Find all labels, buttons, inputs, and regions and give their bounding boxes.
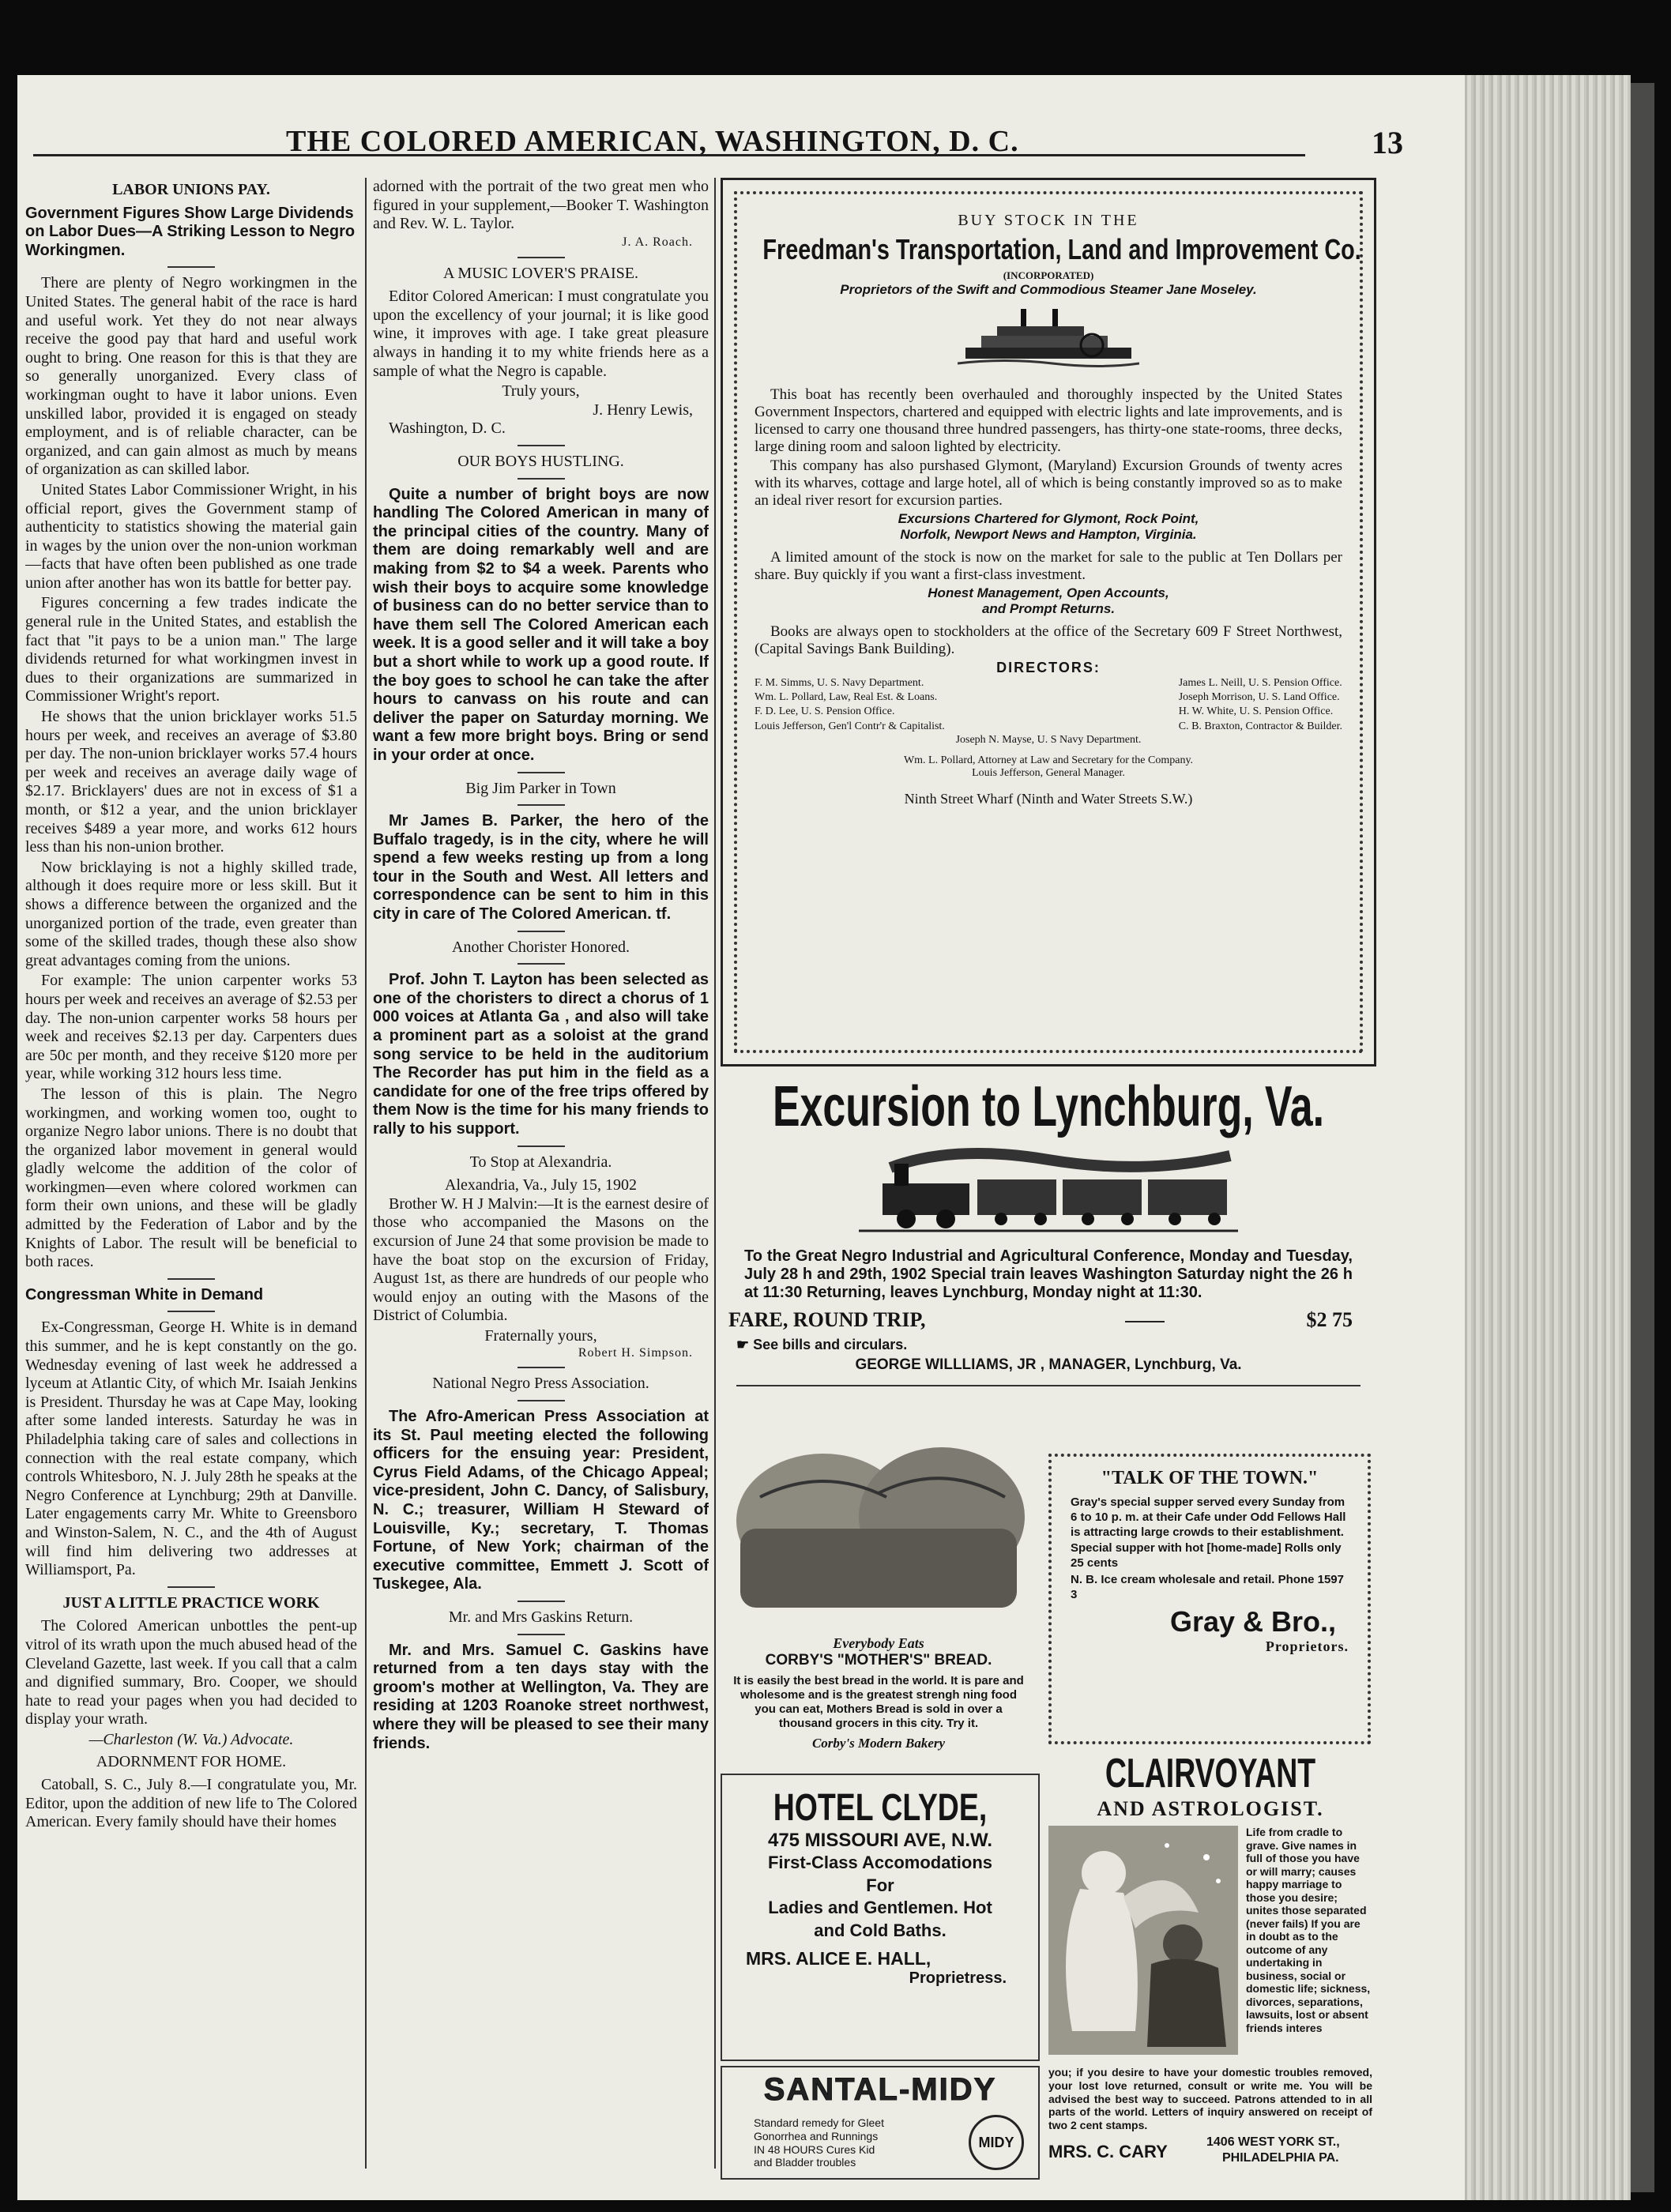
- column-2: [373, 178, 709, 2169]
- white-headline: Congressman White in Demand: [25, 1285, 264, 1304]
- ad-paragraph: Books are always open to stockholders at the office of the Secretary 609 F Street Northwest, (Capital Savings Bank Building).: [755, 623, 1342, 657]
- practice-paragraph: The Colored American unbottles the pent-up vitrol of its wrath upon the much abused head of the Cleveland Gazette, last week. If you call that a calm and dignified summary, Bro. Cooper, we should hate to read your pages when you had decided to display your wrath.: [25, 1617, 357, 1729]
- lynchburg-body: To the Great Negro Industrial and Agricultural Conference, Monday and Tuesday, July 28 h and 29th, 1902 Special train leaves Washington Saturday night the 26 h at 11:30 Returning, leaves Lynchburg, Monday night at 11:30.: [744, 1247, 1353, 1301]
- directors-head: DIRECTORS:: [996, 660, 1101, 675]
- gaskins-headline: Mr. and Mrs Gaskins Return.: [448, 1608, 634, 1626]
- divider: [167, 1586, 215, 1588]
- honest-line: and Prompt Returns.: [981, 601, 1116, 616]
- column-rule: [365, 178, 367, 2169]
- honest-line: Honest Management, Open Accounts,: [928, 585, 1169, 600]
- labor-paragraph: There are plenty of Negro workingmen in the United States. The general habit of the race is hard and useful work. Yet they do not near always receive the good pay that hard and useful work ought to bring. One reason for this is that they are so generally unorganized. Every class of workingman ought to have it labor unions. Even unskilled labor, provided it is engaged on steady employment, and is of reliable character, can be organized, and can gain almost as much by means of organization as can skilled labor.: [25, 274, 357, 479]
- hotel-ad: [721, 1774, 1040, 2061]
- ad-tagline: Proprietors of the Swift and Commodious Steamer Jane Moseley.: [840, 282, 1257, 297]
- header-rule: [33, 154, 1305, 156]
- santal-name: SANTAL-MIDY: [763, 2072, 997, 2107]
- home-paragraph: Catoball, S. C., July 8.—I congratulate you, Mr. Editor, upon the addition of new life to The Colored American. Every family should have their homes: [25, 1776, 357, 1831]
- manager-line: Louis Jefferson, General Manager.: [972, 766, 1125, 779]
- press-headline: National Negro Press Association.: [432, 1375, 649, 1393]
- train-icon: [859, 1144, 1238, 1239]
- gray-body: N. B. Ice cream wholesale and retail. Phone 1597 3: [1071, 1572, 1344, 1601]
- gaskins-paragraph: Mr. and Mrs. Samuel C. Gaskins have returned from a ten days stay with the groom's mother at Wellington, Va. They are residing at 1203 Roanoke street northwest, where they will be pleased to see their many friends.: [373, 1641, 709, 1752]
- divider: [517, 1146, 565, 1147]
- signature: J. Henry Lewis,: [593, 401, 693, 419]
- fare-price: $2 75: [1306, 1308, 1353, 1331]
- clairvoyant-side-text: Life from cradle to grave. Give names in full of those you have or will marry; causes happy marriage to those you desire; unites those separated (never fails) If you are in doubt as to the outcome of any undertaking in business, social or domestic life; sickness, divorces, separations, lawsuits, lost or absent friends interes: [1246, 1826, 1371, 2034]
- hotel-name: HOTEL CLYDE,: [773, 1787, 988, 1829]
- excursions-line: Excursions Chartered for Glymont, Rock Point,: [898, 511, 1199, 526]
- director: F. M. Simms, U. S. Navy Department.: [755, 677, 924, 689]
- clairvoyant-name: MRS. C. CARY: [1048, 2141, 1168, 2161]
- clairvoyant-address: PHILADELPHIA PA.: [1222, 2150, 1339, 2165]
- divider: [517, 478, 565, 480]
- bread-loaf-icon: [728, 1434, 1029, 1631]
- practice-headline: JUST A LITTLE PRACTICE WORK: [62, 1593, 320, 1612]
- director: James L. Neill, U. S. Pension Office.: [1178, 677, 1342, 689]
- wharf-line: Ninth Street Wharf (Ninth and Water Streets S.W.): [904, 790, 1193, 807]
- chorister-headline: Another Chorister Honored.: [452, 938, 630, 956]
- fare-dash: [1125, 1321, 1165, 1322]
- divider: [736, 1385, 1361, 1386]
- music-headline: A MUSIC LOVER'S PRAISE.: [443, 264, 638, 282]
- director: F. D. Lee, U. S. Pension Office.: [755, 705, 895, 718]
- fare-label: FARE, ROUND TRIP,: [728, 1308, 926, 1331]
- book-spine-shadow: [1631, 83, 1654, 2192]
- divider: [167, 1278, 215, 1280]
- gray-body: Gray's special supper served every Sunday from 6 to 10 p. m. at their Cafe under Odd Fellows Hall is attracting large crowds to their establishment.: [1071, 1495, 1346, 1539]
- column-1: [25, 178, 357, 2169]
- lynchburg-title: Excursion to Lynchburg, Va.: [772, 1075, 1325, 1138]
- bread-body: It is easily the best bread in the world. It is pare and wholesome and is the greatest strengh ning food you can eat, Mothers Bread is sold in over a thousand grocers in this city. Try it.: [733, 1674, 1024, 1730]
- divider: [167, 1311, 215, 1312]
- hotel-address: 475 MISSOURI AVE, N.W.: [767, 1830, 993, 1851]
- labor-paragraph: The lesson of this is plain. The Negro workingmen, and working women too, ought to organize Negro labor unions. There is no doubt that the organized labor movement in general would gladly welcome the addition of the color of workingmen—even where colored workmen can form their own unions, and these will be gladly admitted by the Federation of Labor and by the Knights of Labor. The result will be beneficial to both races.: [25, 1085, 357, 1271]
- freedman-ad: [721, 178, 1376, 1066]
- clairvoyant-title: CLAIRVOYANT: [1105, 1751, 1316, 1796]
- alexandria-headline: To Stop at Alexandria.: [469, 1153, 612, 1171]
- divider: [517, 1367, 565, 1368]
- bread-line: Everybody Eats: [833, 1635, 924, 1651]
- music-paragraph: Editor Colored American: I must congratulate you upon the excellency of your journal; it is like good wine, it improves with age. I take great pleasure always in handing it to my white friends here as a sample of what the Negro is capable.: [373, 288, 709, 380]
- santal-line: IN 48 HOURS Cures Kid: [754, 2142, 875, 2156]
- director: H. W. White, U. S. Pension Office.: [1178, 705, 1334, 718]
- continued-paragraph: adorned with the portrait of the two great men who figured in your supplement,—Booker T. Washington and Rev. W. L. Taylor.: [373, 178, 709, 233]
- bakery-name: Corby's Modern Bakery: [811, 1736, 946, 1751]
- chorister-paragraph: Prof. John T. Layton has been selected as one of the choristers to direct a chorus of 1 000 voices at Atlanta Ga , and also will take a prominent part as a soloist at the grand song service to be held in the auditorium The Recorder has put him in the field as a candidate for one of the free trips offered by them Now is the time for his many friends to rally to his support.: [373, 971, 709, 1138]
- alexandria-dateline: Alexandria, Va., July 15, 1902: [445, 1176, 637, 1194]
- attorney-line: Wm. L. Pollard, Attorney at Law and Secretary for the Company.: [903, 754, 1194, 766]
- bread-ad: [721, 1434, 1037, 1766]
- masthead-title: THE COLORED AMERICAN, WASHINGTON, D. C.: [286, 125, 1019, 158]
- boys-paragraph: Quite a number of bright boys are now handling The Colored American in many of the principal cities of the country. Many of them are doing remarkably well and are making from $2 to $4 a week. Parents who wish their boys to acquire some knowledge of business can do no better service than to have them sell The Colored American each week. It is a good seller and it will take a boy but a short while to work up a good route. If the boy goes to school he can take the after hours to canvass on his route and can deliver the paper on Saturday morning. We want a few more bright boys. Bring or send in your order at once.: [373, 485, 709, 764]
- labor-headline: LABOR UNIONS PAY.: [112, 181, 270, 198]
- bread-name: CORBY'S "MOTHER'S" BREAD.: [765, 1652, 992, 1668]
- clairvoyant-body: you; if you desire to have your domestic troubles removed, your lost love returned, consult or write me. You will be advised the best way to succeed. Patrons attended to in all parts of the world. Letters of inquiry answered on receipt of two 2 cent stamps.: [1048, 2066, 1372, 2132]
- hotel-line: Ladies and Gentlemen. Hot: [768, 1898, 992, 1918]
- ad-paragraph: This boat has recently been overhauled and thoroughly inspected by the United States Government Inspectors, chartered and equipped with electric lights and late improvements, and is licensed to carry one thousand three hundred passengers, has thirty-one state-rooms, three decks, large dining room and saloon lighted by electricity.: [755, 386, 1342, 455]
- midy-badge: MIDY: [969, 2115, 1024, 2170]
- excursions-line: Norfolk, Newport News and Hampton, Virginia.: [900, 527, 1197, 542]
- signature: Robert H. Simpson.: [578, 1345, 693, 1360]
- divider: [517, 963, 565, 965]
- page-header: [17, 124, 1465, 164]
- labor-paragraph: Now bricklaying is not a highly skilled trade, although it does require more or less skill. But it shows a difference between the organized and the unorganized portion of the trade, even greater than some of the skilled trades, though these also show great advantages coming from the unions.: [25, 858, 357, 969]
- ad-paragraph: A limited amount of the stock is now on the market for sale to the public at Ten Dollars per share. Buy quickly if you want a first-class investment.: [755, 549, 1342, 583]
- steamboat-icon: [958, 304, 1139, 375]
- labor-paragraph: Figures concerning a few trades indicate the general rule in the United States, and establish the fact that "it pays to be a union man." The large dividends returned for what workingmen invest in dues to their organizations are summarized in Commissioner Wright's report.: [25, 594, 357, 705]
- divider: [517, 1601, 565, 1602]
- gray-proprietors: Proprietors.: [1265, 1638, 1349, 1655]
- closing: Truly yours,: [502, 382, 580, 401]
- divider: [517, 931, 565, 932]
- home-headline: ADORNMENT FOR HOME.: [96, 1752, 287, 1770]
- hotel-owner-title: Proprietress.: [909, 1969, 1007, 1988]
- labor-subhead: Government Figures Show Large Dividends on Labor Dues—A Striking Lesson to Negro Workingmen.: [25, 204, 356, 259]
- gray-body: Special supper with hot [home-made] Rolls only 25 cents: [1071, 1541, 1342, 1570]
- white-paragraph: Ex-Congressman, George H. White is in demand this summer, and he is kept constantly on the go. Wednesday evening of last week he addressed a lyceum at Atlantic City, of which Mr. Isaiah Jenkins is President. Thursday he was at Cape May, looking after some landed interests. Saturday he was in Philadelphia taking care of sales and collections in connection with the real estate company, which controls Whitesboro, N. J. July 28th he speaks at the Negro Conference at Lynchburg; 29th at Danville. Later engagements carry Mr. White to Greensboro and Winston-Salem, N. C., and the 4th of August will find him delivering two addresses at Williamsport, Pa.: [25, 1319, 357, 1579]
- newspaper-page: [17, 75, 1465, 2200]
- astrologer-illustration-icon: [1048, 1826, 1238, 2055]
- divider: [517, 804, 565, 806]
- page-number: 13: [1372, 125, 1403, 160]
- director: Joseph Morrison, U. S. Land Office.: [1178, 691, 1340, 704]
- ad-paragraph: This company has also purshased Glymont, (Maryland) Excursion Grounds of twenty acres with its wharves, cottage and large hotel, all of which is being constantly improved so as to make an ideal river resort for excursion parties.: [755, 457, 1342, 509]
- santal-ad: [721, 2066, 1040, 2180]
- hotel-line: and Cold Baths.: [814, 1920, 947, 1940]
- parker-paragraph: Mr James B. Parker, the hero of the Buffalo tragedy, is in the city, where he will spend a few weeks resting up from a long tour in the South and West. All letters and correspondence can be sent to him in this city in care of The Colored American. tf.: [373, 812, 709, 924]
- labor-paragraph: For example: The union carpenter works 53 hours per week and receives an average of $2.53 per day. The non-union carpenter works 58 hours per week and receives $2.13 per day. Carpenters dues are 50c per month, and they receive $120 more per year, while working 312 hours less time.: [25, 972, 357, 1083]
- santal-line: Standard remedy for Gleet: [754, 2116, 884, 2129]
- clairvoyant-ad: [1048, 1750, 1372, 2192]
- divider: [517, 1400, 565, 1401]
- gray-name: Gray & Bro.,: [1169, 1605, 1336, 1638]
- company-name: Freedman's Transportation, Land and Improvement Co.: [762, 233, 1361, 265]
- closing: Fraternally yours,: [484, 1326, 597, 1345]
- parker-headline: Big Jim Parker in Town: [465, 779, 616, 797]
- gray-title: "TALK OF THE TOWN.": [1101, 1468, 1319, 1488]
- lynchburg-manager: GEORGE WILLLIAMS, JR , MANAGER, Lynchburg, Va.: [855, 1356, 1242, 1373]
- bills-line: See bills and circulars.: [753, 1337, 908, 1352]
- director: Wm. L. Pollard, Law, Real Est. & Loans.: [755, 691, 938, 704]
- hotel-line: First-Class Accomodations: [767, 1853, 993, 1872]
- labor-paragraph: United States Labor Commissioner Wright, in his official report, gives the Government stamp of authenticity to statistics showing the material gain in wages by the union over the non-union workman—facts that have often been published as one trade union after another has won its battle for better pay.: [25, 480, 357, 592]
- ad-line: BUY STOCK IN THE: [958, 212, 1139, 229]
- column-rule: [714, 178, 716, 2169]
- pointing-hand-icon: ☛: [736, 1337, 754, 1352]
- lynchburg-ad: [721, 1074, 1376, 1422]
- signature: J. A. Roach.: [622, 235, 693, 249]
- divider: [167, 266, 215, 268]
- location: Washington, D. C.: [389, 419, 506, 438]
- divider: [517, 445, 565, 446]
- director: C. B. Braxton, Contractor & Builder.: [1178, 720, 1342, 732]
- clairvoyant-address: 1406 WEST YORK ST.,: [1206, 2135, 1340, 2149]
- divider: [517, 772, 565, 773]
- divider: [517, 1634, 565, 1635]
- hotel-owner: MRS. ALICE E. HALL,: [746, 1948, 931, 1969]
- incorporated: (INCORPORATED): [1003, 269, 1094, 281]
- practice-source: —Charleston (W. Va.) Advocate.: [88, 1730, 294, 1748]
- santal-line: and Bladder troubles: [754, 2156, 856, 2169]
- director: Louis Jefferson, Gen'l Contr'r & Capitalist.: [755, 720, 945, 732]
- boys-headline: OUR BOYS HUSTLING.: [457, 453, 624, 470]
- press-paragraph: The Afro-American Press Association at its St. Paul meeting elected the following officers for the ensuing year: President, Cyrus Field Adams, of the Chicago Appeal; vice-president, John C. Dancy, of Salisbury, N. C.; treasurer, William H Steward of Louisville, Ky.; secretary, T. Thomas Fortune, of New York; chairman of the executive committee, Emmett J. Scott of Tuskegee, Ala.: [373, 1408, 709, 1593]
- divider: [517, 257, 565, 258]
- gray-ad: [1048, 1454, 1371, 1744]
- book-page-edges: [1465, 75, 1631, 2200]
- hotel-line: For: [866, 1875, 894, 1895]
- alexandria-paragraph: Brother W. H J Malvin:—It is the earnest desire of those who accompanied the Masons on the excursion of June 24 that some provision be made to have the boat stop on the excursion of Friday, August 1st, as there are hundreds of our people who would enjoy an outing with the Masons of the District of Columbia.: [373, 1194, 709, 1325]
- clairvoyant-subtitle: AND ASTROLOGIST.: [1097, 1797, 1324, 1820]
- labor-paragraph: He shows that the union bricklayer works 51.5 hours per week, and receives an average of $3.80 per day. The non-union bricklayer works 57.4 hours per week and receives an average daily wage of $2.17. Bricklayers' dues are not in excess of $1 a month, or $12 a year, and the union bricklayer receives $489 a year more, and works 612 hours less than his non-union brother.: [25, 708, 357, 856]
- santal-line: Gonorrhea and Runnings: [754, 2129, 879, 2142]
- directors-list: [755, 676, 1342, 734]
- director: Joseph N. Mayse, U. S Navy Department.: [955, 733, 1142, 746]
